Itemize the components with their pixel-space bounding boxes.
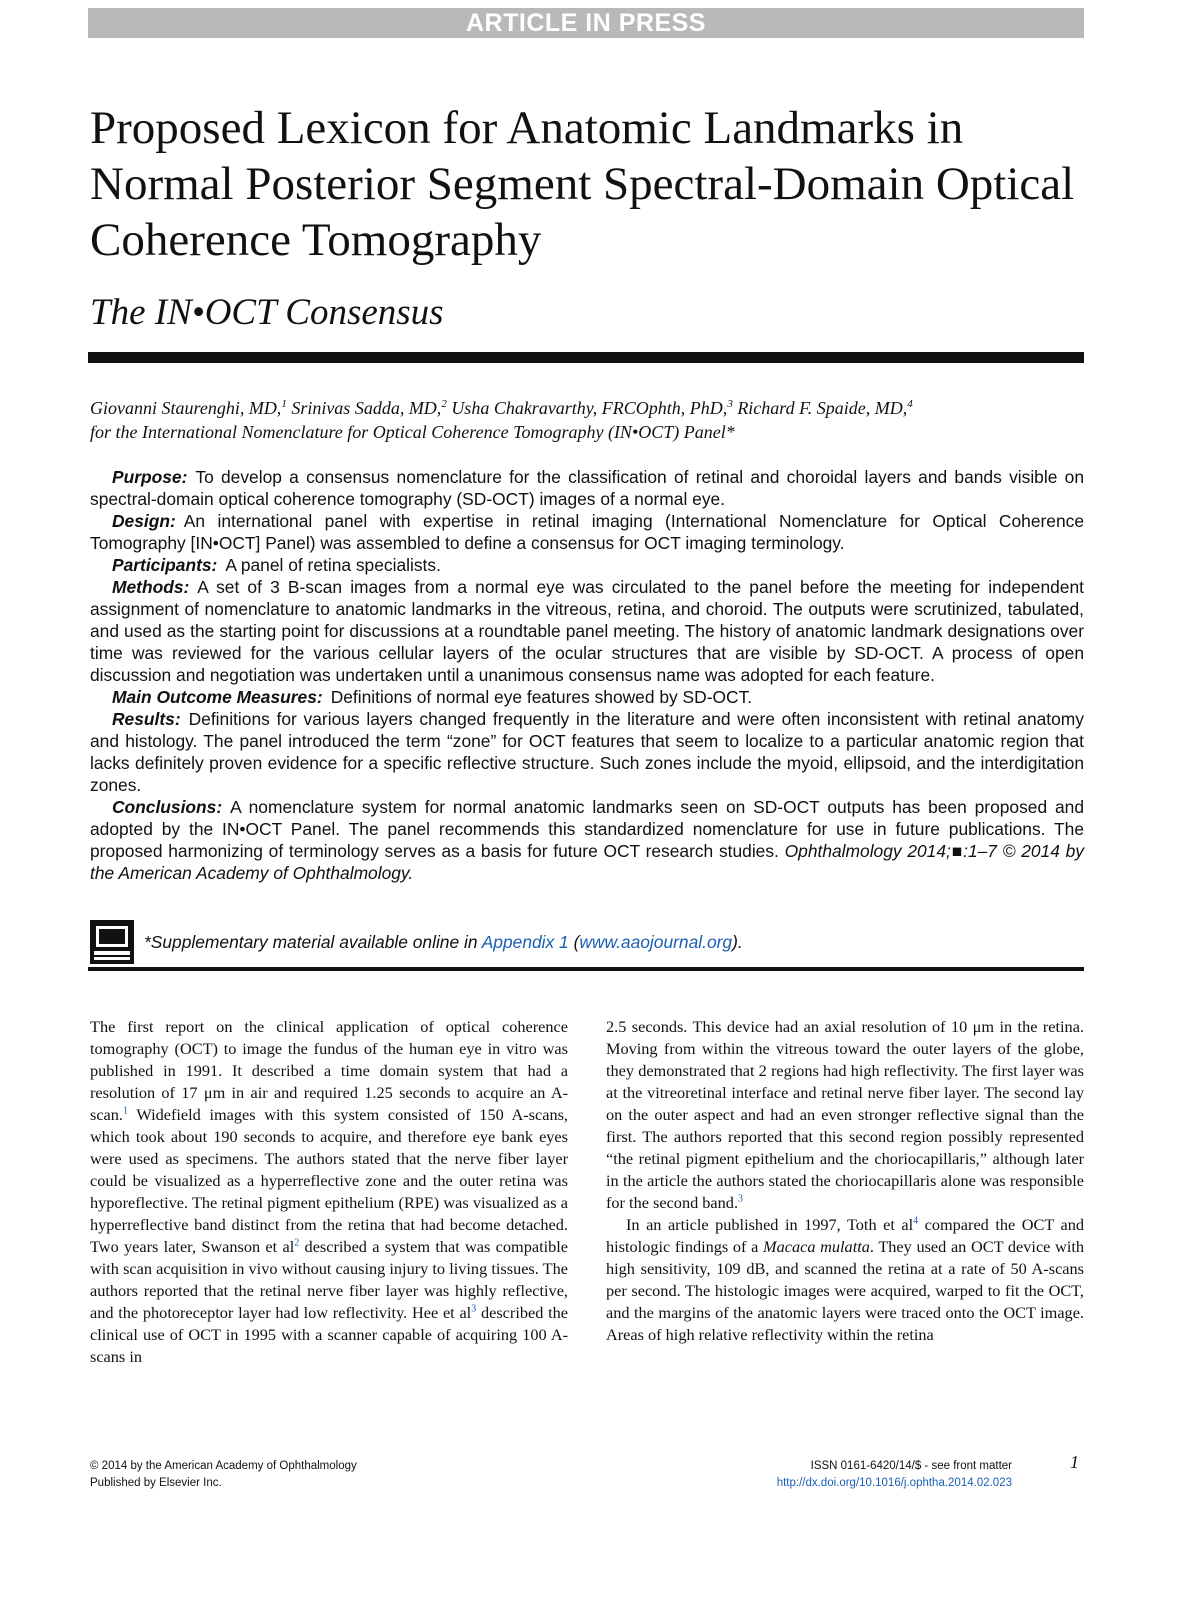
appendix-link[interactable]: Appendix 1 [481,932,569,952]
article-subtitle: The IN•OCT Consensus [90,292,444,333]
supplementary-suffix: ). [732,932,743,952]
journal-website-link[interactable]: www.aaojournal.org [579,932,733,952]
author-group: for the International Nomenclature for Optical Coherence Tomography (IN•OCT) Panel* [90,422,735,442]
species-name: Macaca mulatta [763,1237,870,1256]
abstract-methods [90,576,1084,686]
author-name: Richard F. Spaide, MD, [737,398,908,418]
copyright-notice: © 2014 by the American Academy of Ophthalmology [90,1460,357,1472]
body-text: . They used an OCT device with high sensitivity, 109 dB, and scanned the retina at a rate of 50 A-scans per second. The histologic images were acquired, warped to fit the OCT, and the margins of the anatomic layers were traced onto the OCT image. Areas of high relative reflectivity within the retina [606,1237,1085,1344]
body-column-left [90,1016,568,1368]
body-text: 2.5 seconds. This device had an axial resolution of 10 μm in the retina. Moving from within the vitreous toward the outer layers of the globe, they demonstrated that 2 regions had high reflectivity. The first layer was at the vitreoretinal interface and retinal nerve fiber layer. The second lay on the outer aspect and had an even stronger reflective signal than the first. The authors reported that this second region possibly represented “the retinal pigment epithelium and the choriocapillaris,” although later in the article the authors stated the choriocapillaris alone was responsible for the second band. [606,1017,1084,1212]
body-text: In an article published in 1997, Toth et al [626,1215,914,1234]
abstract-text: To develop a consensus nomenclature for the classification of retinal and choroidal layers and bands visible on spectral-domain optical coherence tomography (SD-OCT) images of a normal eye. [90,467,1084,509]
page-number: 1 [1070,1452,1079,1472]
body-paragraph [606,1214,1084,1346]
abstract-label: Design: [112,511,176,531]
body-column-right [606,1016,1084,1346]
body-text: Widefield images with this system consisted of 150 A-scans, which took about 190 seconds to acquire, and therefore eye bank eyes were used as specimens. The authors stated that the nerve fiber layer could be visualized as a hyperreflective zone and the outer retina was hyporeflective. The retinal pigment epithelium (RPE) was visualized as a hyperreflective band distinct from the retina that had become detached. Two years later, Swanson et al [90,1105,568,1256]
abstract-label: Conclusions: [112,797,223,817]
issn-notice: ISSN 0161-6420/14/$ - see front matter [810,1460,1012,1472]
journal-citation: Ophthalmology 2014;■:1–7 © 2014 by the American Academy of Ophthalmology. [90,841,1084,883]
abstract-results [90,708,1084,796]
abstract-design [90,510,1084,554]
supplementary-mid: ( [568,932,580,952]
reference-link[interactable]: 2 [294,1237,300,1249]
abstract-purpose [90,466,1084,510]
abstract-label: Results: [112,709,181,729]
affiliation-ref[interactable]: 4 [907,398,913,410]
title-divider [88,352,1084,363]
publisher-notice: Published by Elsevier Inc. [90,1477,222,1489]
abstract-label: Main Outcome Measures: [112,687,323,707]
article-title: Proposed Lexicon for Anatomic Landmarks in Normal Posterior Segment Spectral-Domain Optical Coherence Tomography [90,102,1075,266]
supplementary-prefix: *Supplementary material available online in [144,932,482,952]
supplementary-note [90,920,1084,964]
abstract-label: Participants: [112,555,218,575]
abstract-label: Methods: [112,577,190,597]
body-text: compared the OCT and histologic findings of a [606,1215,1084,1256]
footer-right [740,1458,1012,1492]
body-text: described a system that was compatible with scan acquisition in vivo without causing injury to living tissues. The authors reported that the retinal nerve fiber layer was highly reflective, and the photoreceptor layer had low reflectivity. Hee et al [90,1237,569,1322]
affiliation-ref[interactable]: 2 [441,398,447,410]
reference-link[interactable]: 4 [913,1215,919,1227]
abstract-text: An international panel with expertise in retinal imaging (International Nomenclature for Optical Coherence Tomography [IN•OCT] Panel) was assembled to define a consensus for OCT imaging terminology. [90,511,1084,553]
abstract-text: A panel of retina specialists. [225,555,441,575]
affiliation-ref[interactable]: 1 [281,398,287,410]
abstract-participants [90,554,1084,576]
computer-icon [90,920,134,964]
body-paragraph [90,1016,568,1368]
supplementary-text [144,932,743,953]
body-text: The first report on the clinical application of optical coherence tomography (OCT) to image the fundus of the human eye in vitro was published in 1991. It described a time domain system that had a resolution of 17 μm in air and required 1.25 seconds to acquire an A-scan. [90,1017,568,1124]
abstract-text: A nomenclature system for normal anatomic landmarks seen on SD-OCT outputs has been proposed and adopted by the IN•OCT Panel. The panel recommends this standardized nomenclature for use in future publications. The proposed harmonizing of terminology serves as a basis for future OCT research studies. [90,797,1084,861]
doi-link[interactable]: http://dx.doi.org/10.1016/j.ophtha.2014.02.023 [776,1477,1012,1489]
abstract-text: Definitions of normal eye features showed by SD-OCT. [330,687,753,707]
affiliation-ref[interactable]: 3 [727,398,733,410]
abstract-conclusions [90,796,1084,884]
footer-left [90,1458,357,1492]
abstract-divider [88,967,1084,971]
abstract-text: Definitions for various layers changed frequently in the literature and were often inconsistent with retinal anatomy and histology. The panel introduced the term “zone” for OCT features that seem to localize to a particular anatomic region that lacks definitely proven evidence for a specific reflective structure. Such zones include the myoid, ellipsoid, and the interdigitation zones. [90,709,1084,795]
reference-link[interactable]: 3 [738,1193,744,1205]
abstract-outcome [90,686,1084,708]
article-in-press-banner: ARTICLE IN PRESS [88,8,1084,38]
body-paragraph [606,1016,1084,1214]
abstract-text: A set of 3 B-scan images from a normal eye was circulated to the panel before the meeting for independent assignment of nomenclature to anatomic landmarks in the vitreous, retina, and choroid. The outputs were scrutinized, tabulated, and used as the starting point for discussions at a roundtable panel meeting. The history of anatomic landmark designations over time was reviewed for the various cellular layers of the ocular structures that are visible by SD-OCT. A process of open discussion and negotiation was undertaken until a unanimous consensus name was adopted for each feature. [90,577,1084,685]
author-list [90,392,1084,444]
abstract-label: Purpose: [112,467,188,487]
author-name: Giovanni Staurenghi, MD, [90,398,282,418]
reference-link[interactable]: 1 [123,1105,128,1117]
reference-link[interactable]: 3 [471,1303,477,1315]
body-text: described the clinical use of OCT in 1995 with a scanner capable of acquiring 100 A-scans in [90,1303,568,1366]
author-name: Srinivas Sadda, MD, [291,398,442,418]
author-name: Usha Chakravarthy, FRCOphth, PhD, [451,398,728,418]
abstract [90,466,1084,884]
